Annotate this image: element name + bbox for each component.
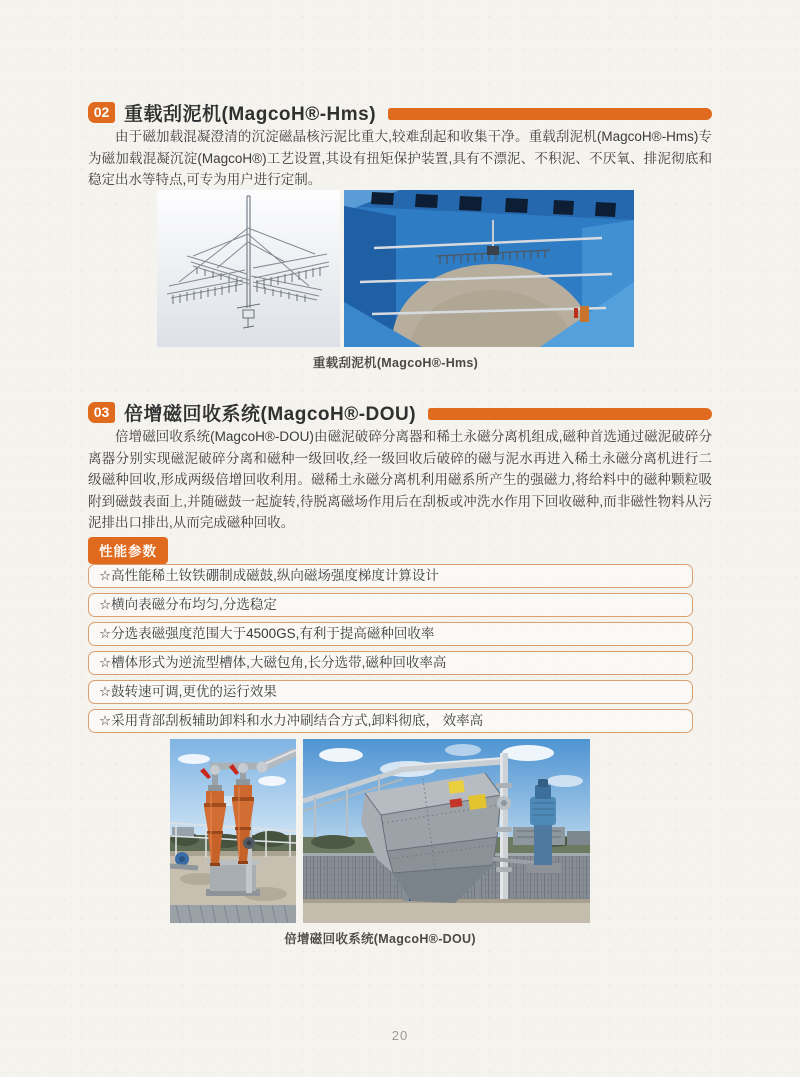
section02-number-badge: 02 bbox=[88, 102, 115, 123]
section03-number-badge: 03 bbox=[88, 402, 115, 423]
section03-header bbox=[88, 399, 712, 426]
tank-ladder bbox=[580, 306, 589, 322]
section03-paragraph: 倍增磁回收系统(MagcoH®-DOU)由磁泥破碎分离器和稀土永磁分离机组成,磁种首选通过磁泥破碎分离器分别实现磁泥破碎分离和磁种一级回收,经一级回收后破碎的磁与泥水再进入稀土永磁分离机进行二级磁种回收,形成两级倍增回收利用。磁稀土永磁分离机利用磁系所产生的强磁力,将给料中的磁种颗粒吸附到磁鼓表面上,并随磁鼓一起旋转,待脱离磁场作用后在刮板或冲洗水作用下回收磁种,而非磁性物料从污泥排出口排出,从而完成磁种回收。 bbox=[88, 429, 712, 530]
warning-sign bbox=[448, 780, 465, 794]
section02-caption: 重载刮泥机(MagcoH®-Hms) bbox=[312, 356, 479, 370]
section02-title: 重载刮泥机(MagcoH®-Hms) bbox=[124, 104, 377, 125]
section03-figures bbox=[170, 739, 590, 923]
red-sign bbox=[450, 798, 463, 808]
feature-item: ☆采用背部刮板辅助卸料和水力冲刷结合方式,卸料彻底， 效率高 bbox=[88, 709, 693, 733]
feature-item: ☆分选表磁强度范围大于4500GS,有利于提高磁种回收率 bbox=[88, 622, 693, 646]
blue-tank-scraper-photo bbox=[344, 190, 634, 347]
drum-separator-photo bbox=[303, 739, 590, 923]
section02-paragraph: 由于磁加载混凝澄清的沉淀磁晶核污泥比重大,较难刮起和收集干净。重载刮泥机(MagcoH®-Hms)专为磁加载混凝沉淀(MagcoH®)工艺设置,其设有扭矩保护装置,具有不漂泥、不积泥、不厌氧、排泥彻底和稳定出水等特点,可专为用户进行定制。 bbox=[88, 129, 712, 187]
section02-accent-bar bbox=[388, 108, 712, 120]
warning-sign bbox=[468, 794, 487, 810]
cyclone-separators-photo bbox=[170, 739, 296, 923]
section03-caption: 倍增磁回收系统(MagcoH®-DOU) bbox=[284, 932, 476, 946]
tank-drive-box bbox=[487, 246, 499, 255]
feature-item: ☆横向表磁分布均匀,分选稳定 bbox=[88, 593, 693, 617]
feature-item: ☆高性能稀土钕铁硼制成磁鼓,纵向磁场强度梯度计算设计 bbox=[88, 564, 693, 588]
feature-item: ☆槽体形式为逆流型槽体,大磁包角,长分选带,磁种回收率高 bbox=[88, 651, 693, 675]
performance-params-badge: 性能参数 bbox=[88, 537, 168, 564]
page-number: 20 bbox=[391, 1028, 409, 1043]
scraper-cad-drawing bbox=[157, 190, 340, 347]
section02-header bbox=[88, 99, 712, 126]
feature-list bbox=[88, 564, 693, 738]
feature-item: ☆鼓转速可调,更优的运行效果 bbox=[88, 680, 693, 704]
section02-figures bbox=[157, 190, 634, 347]
section03-title: 倍增磁回收系统(MagcoH®-DOU) bbox=[124, 404, 417, 425]
section03-accent-bar bbox=[428, 408, 712, 420]
